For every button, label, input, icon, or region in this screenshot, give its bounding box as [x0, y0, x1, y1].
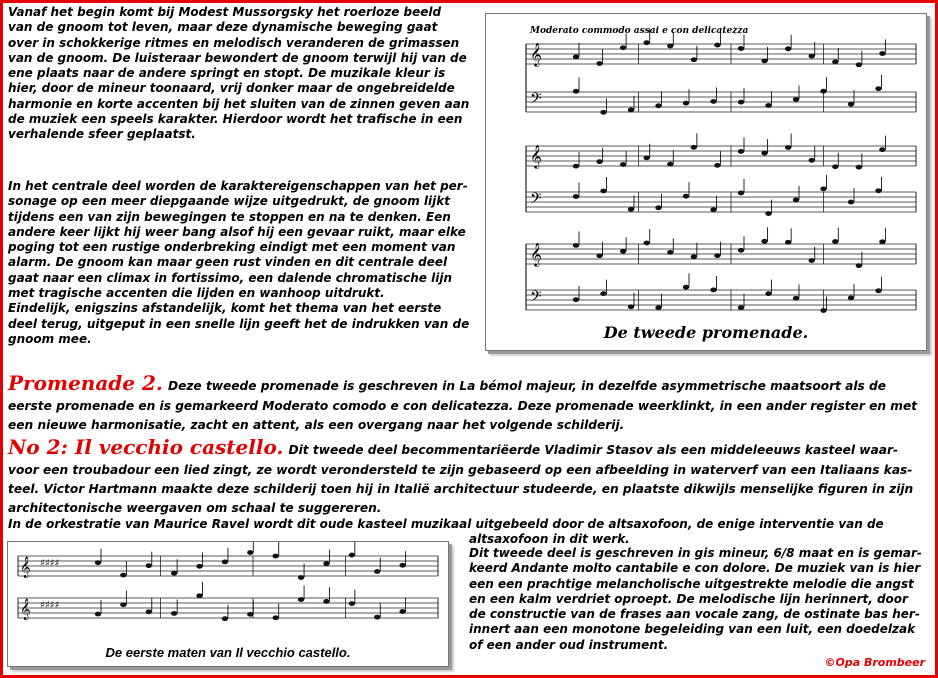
note-head [738, 305, 744, 310]
note-head [323, 561, 329, 566]
treble-clef: 𝄞 [530, 42, 542, 66]
note-head [573, 54, 579, 59]
note-head [710, 99, 716, 104]
note-head [628, 108, 634, 113]
note-head [785, 46, 791, 51]
note-head [620, 162, 626, 167]
note-head [710, 288, 716, 293]
promenade-score-image [485, 13, 927, 351]
note-head [738, 149, 744, 154]
note-head [600, 291, 606, 296]
note-head [323, 599, 329, 604]
section-heading: No 2: Il vecchio castello. [8, 435, 284, 459]
note-head [171, 611, 177, 616]
note-head [856, 62, 862, 67]
note-head [793, 296, 799, 301]
note-head [848, 296, 854, 301]
note-head [655, 205, 661, 210]
note-head [785, 240, 791, 245]
note-head [809, 258, 815, 263]
note-head [738, 191, 744, 196]
note-head [573, 89, 579, 94]
gis-paragraph: Dit tweede deel is geschreven in gis mineur, 6/8 maat en is gemar- keerd Andante molto cantabile e con dolore. De muziek van is hier een een prachtige melancholische uitgestrekte melodie die angst en een kalm verdriet oproept. De melodische lijn herinnert, door de constructie van de frases aan vocale zang, de ostinate bas her- innert aan een monotone begeleiding van een luit, een doedelzak of een ander oud instrument. [469, 546, 922, 652]
note-head [628, 207, 634, 212]
note-head [820, 89, 826, 94]
note-head [761, 151, 767, 156]
note-head [272, 615, 278, 620]
note-head [298, 575, 304, 580]
note-head [793, 97, 799, 102]
bass-clef: 𝄢 [530, 190, 542, 211]
note-head [247, 550, 253, 555]
note-head [573, 194, 579, 199]
score-caption: De tweede promenade. [603, 323, 809, 342]
note-head [667, 162, 673, 167]
note-head [620, 45, 626, 50]
ravel-line-2: altsaxofoon in dit werk. [469, 532, 630, 546]
note-head [761, 239, 767, 244]
note-head [146, 563, 152, 568]
note-head [738, 46, 744, 51]
note-head [596, 159, 602, 164]
note-head [875, 86, 881, 91]
note-head [95, 560, 101, 565]
note-head [573, 164, 579, 169]
key-signature: ♯♯♯♯ [40, 558, 60, 569]
bass-clef: 𝄢 [530, 90, 542, 111]
note-head [655, 305, 661, 310]
tempo-marking: Moderato commodo assai e con delicatezza [530, 26, 749, 36]
intro-paragraph: Vanaf het begin komt bij Modest Mussorgsky het roerloze beeld van de gnoom tot leven, maar deze dynamische beweging gaat over in schokkerige ritmes en melodisch veranderen de grimassen van de gnoom. De luisteraar bewondert de gnoom terwijl hij van de ene plaats naar de andere springt en stopt. De muzikale kleur is hier, door de mineur toonaard, vrij donker maar de ongebreidelde harmonie en korte accenten bij het sluiten van de zinnen geven aan de muziek een speels karakter. Hierdoor wordt het trafische in een verhalende sfeer geplaatst. [8, 5, 470, 142]
section-text: Dit tweede deel becommentariëerde Vladimir Stasov als een middeleeuws kasteel waar-voor een troubadour een lied zingt, ze wordt verondersteld te zijn gebaseerd op een afbeelding in waterverf van een Italiaans kas-teel. Victor Hartmann maakte deze schilderij toen hij in Italië architectuur studeerde, en plaatste dikwijls menselijke figuren in zijn architectonische weergaven om schaal te suggereren. [8, 443, 914, 515]
note-head [628, 304, 634, 309]
note-head [95, 612, 101, 617]
note-head [196, 564, 202, 569]
note-head [667, 250, 673, 255]
note-head [120, 573, 126, 578]
note-head [714, 163, 720, 168]
note-head [146, 609, 152, 614]
note-head [171, 571, 177, 576]
note-head [247, 612, 253, 617]
score-caption: De eerste maten van Il vecchio castello. [105, 645, 351, 660]
note-head [809, 54, 815, 59]
note-head [655, 103, 661, 108]
note-head [879, 147, 885, 152]
castello-score-image [7, 541, 449, 667]
key-signature: ♯♯♯♯ [40, 600, 60, 611]
note-head [644, 40, 650, 45]
note-head [848, 200, 854, 205]
note-head [644, 155, 650, 160]
treble-clef: 𝄞 [530, 242, 542, 266]
note-head [738, 248, 744, 253]
note-head [879, 51, 885, 56]
note-head [761, 58, 767, 63]
note-head [349, 553, 355, 558]
note-head [785, 145, 791, 150]
note-head [196, 593, 202, 598]
note-head [765, 103, 771, 108]
note-head [691, 57, 697, 62]
note-head [832, 164, 838, 169]
note-head [573, 243, 579, 248]
note-head [683, 285, 689, 290]
note-head [596, 253, 602, 258]
note-head [820, 186, 826, 191]
note-head [374, 615, 380, 620]
treble-clef: 𝄞 [20, 599, 31, 620]
note-head [879, 239, 885, 244]
note-head [714, 253, 720, 258]
note-head [298, 597, 304, 602]
note-head [600, 189, 606, 194]
note-head [222, 616, 228, 621]
score-notation [486, 14, 926, 350]
note-head [644, 241, 650, 246]
treble-clef: 𝄞 [20, 557, 31, 578]
note-head [710, 207, 716, 212]
section-heading: Promenade 2. [8, 371, 163, 395]
note-head [793, 197, 799, 202]
note-head [683, 194, 689, 199]
note-head [667, 44, 673, 49]
castello-section [8, 435, 927, 516]
bass-clef: 𝄢 [530, 288, 542, 309]
note-head [875, 288, 881, 293]
note-head [765, 291, 771, 296]
note-head [349, 601, 355, 606]
note-head [856, 263, 862, 268]
note-head [714, 43, 720, 48]
note-head [875, 188, 881, 193]
note-head [832, 60, 838, 65]
note-head [374, 569, 380, 574]
central-paragraph: In het centrale deel worden de karaktereigenschappen van het per- sonage op een meer diepgaande wijze uitgedrukt, de gnoom lijkt tijdens een van zijn bewegingen te stoppen en na te denken. Een andere keer lijkt hij weer bang alsof hij een gevaar ruikt, maar elke poging tot een rustige onderbreking eindigt met een moment van alarm. De gnoom kan maar geen rust vinden en dit centrale deel gaat naar een climax in fortissimo, een dalende chromatische lijn met tragische accenten die lijden en wanhoop uitdrukt. Eindelijk, enigszins afstandelijk, komt het thema van het eerste deel terug, uitgeput in een snelle lijn geeft het de indrukken van de gnoom mee. [8, 179, 470, 346]
note-head [222, 559, 228, 564]
note-head [832, 239, 838, 244]
note-head [399, 563, 405, 568]
note-head [600, 110, 606, 115]
note-head [620, 249, 626, 254]
section-text: Deze tweede promenade is geschreven in La bémol majeur, in dezelfde asymmetrische maatsoort als de eerste promenade en is gemarkeerd Moderato comodo e con delicatezza. Deze promenade weerklinkt, in een ander register en met een nieuwe harmonisatie, zacht en attent, als een overgang naar het volgende schilderij. [8, 379, 918, 432]
note-head [272, 554, 278, 559]
note-head [738, 100, 744, 105]
note-head [856, 165, 862, 170]
ravel-line-1: In de orkestratie van Maurice Ravel wordt dit oude kasteel muzikaal uitgebeeld door de altsaxofoon, de enige interventie van de [8, 517, 884, 531]
note-head [399, 609, 405, 614]
note-head [573, 297, 579, 302]
treble-clef: 𝄞 [530, 144, 542, 168]
note-head [820, 308, 826, 313]
note-head [765, 211, 771, 216]
note-head [691, 254, 697, 259]
note-head [683, 101, 689, 106]
promenade-section [8, 371, 927, 433]
note-head [691, 145, 697, 150]
note-head [120, 602, 126, 607]
note-head [848, 102, 854, 107]
copyright: ©Opa Brombeer [824, 656, 925, 669]
note-head [596, 61, 602, 66]
note-head [809, 158, 815, 163]
